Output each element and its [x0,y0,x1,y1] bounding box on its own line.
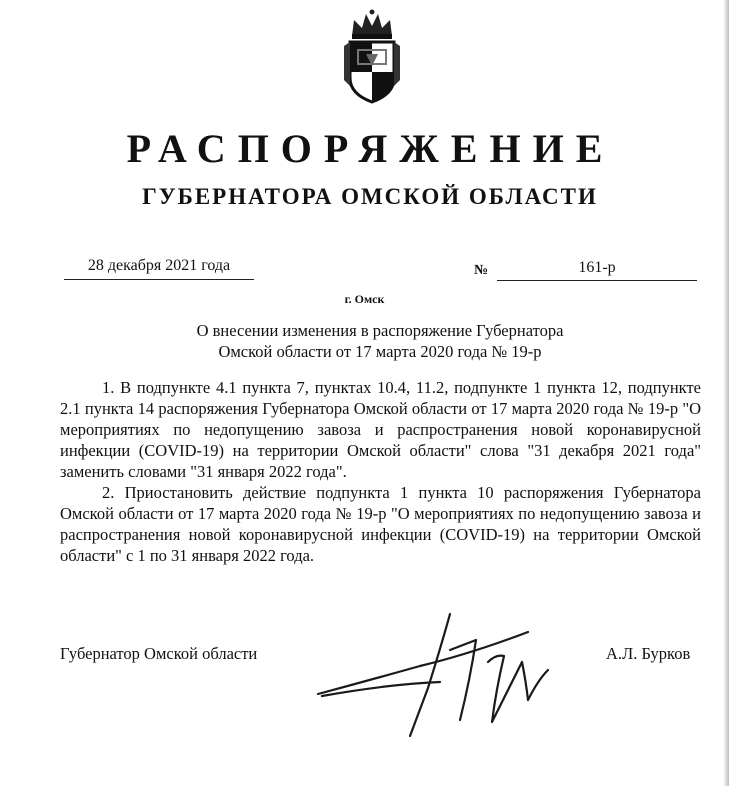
subject-line-2: Омской области от 17 марта 2020 года № 19-р [218,342,542,361]
number-label: № [474,263,489,278]
document-subtitle: ГУБЕРНАТОРА ОМСКОЙ ОБЛАСТИ [142,184,598,209]
signer-title: Губернатор Омской области [60,644,258,663]
number-underline [497,280,697,281]
signer-name: А.Л. Бурков [606,644,691,663]
body-paragraph-2: 2. Приостановить действие подпункта 1 пункта 10 распоряжения Губернатора Омской области от 17 марта 2020 года № 19-р "О мероприятиях по недопущению завоза и распространения новой коронавирусной инфекции (COVID-19) на территории Омской области" с 1 по 31 января 2022 года. [60,483,701,565]
page-edge-shadow [723,0,729,786]
date-underline [64,279,254,280]
document-body [60,377,701,566]
coat-of-arms-icon [340,6,404,104]
document-city: г. Омск [344,292,385,306]
signature-image [300,610,600,740]
document-date: 28 декабря 2021 года [87,257,231,274]
document-subject [0,320,729,362]
subject-line-1: О внесении изменения в распоряжение Губернатора [196,321,564,340]
document-number: 161-р [578,259,616,276]
document-title: РАСПОРЯЖЕНИЕ [126,126,615,171]
body-paragraph-1: 1. В подпункте 4.1 пункта 7, пунктах 10.4, 11.2, подпункте 1 пункта 12, подпункте 2.1 пункта 14 распоряжения Губернатора Омской области от 17 марта 2020 года № 19-р "О мероприятиях по недопущению завоза и распространения новой коронавирусной инфекции (COVID-19) на территории Омской области" слова "31 декабря 2021 года" заменить словами "31 января 2022 года". [60,378,701,481]
